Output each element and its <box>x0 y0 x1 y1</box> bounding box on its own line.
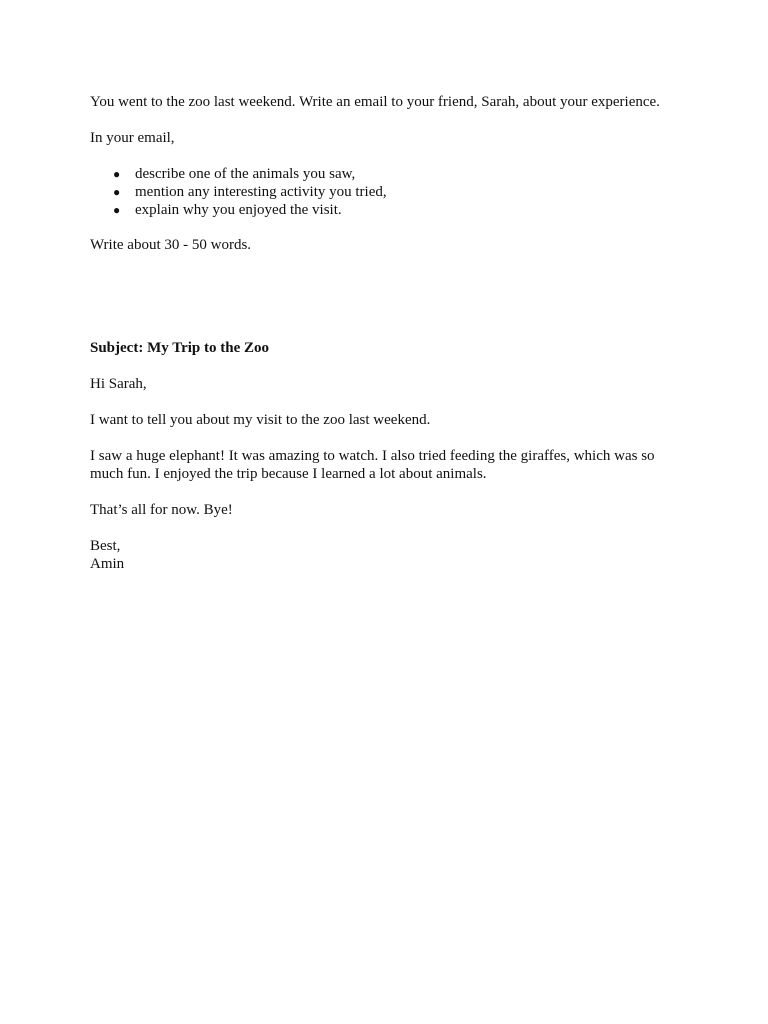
task-text: describe one of the animals you saw, <box>135 166 356 182</box>
task-item <box>113 201 680 219</box>
email-signoff: Best, <box>90 538 121 554</box>
email-closing: That’s all for now. Bye! <box>90 502 233 518</box>
task-list <box>90 165 680 219</box>
bullet-icon: ● <box>113 185 121 199</box>
task-item <box>113 165 680 183</box>
email-signature: Amin <box>90 556 125 572</box>
document-page <box>90 93 680 573</box>
bullet-icon: ● <box>113 167 121 181</box>
task-text: explain why you enjoyed the visit. <box>135 202 342 218</box>
prompt-intro: You went to the zoo last weekend. Write an email to your friend, Sarah, about your experience. <box>90 94 660 110</box>
prompt-lead: In your email, <box>90 130 175 146</box>
email-subject: Subject: My Trip to the Zoo <box>90 340 270 356</box>
task-item <box>113 183 680 201</box>
bullet-icon: ● <box>113 203 121 217</box>
email-paragraph: I want to tell you about my visit to the zoo last weekend. <box>90 412 431 428</box>
email-paragraph: I saw a huge elephant! It was amazing to watch. I also tried feeding the giraffes, which was so much fun. I enjoyed the trip because I learned a lot about animals. <box>90 448 655 482</box>
word-limit: Write about 30 - 50 words. <box>90 237 252 253</box>
task-text: mention any interesting activity you tried, <box>135 184 387 200</box>
email-greeting: Hi Sarah, <box>90 376 147 392</box>
